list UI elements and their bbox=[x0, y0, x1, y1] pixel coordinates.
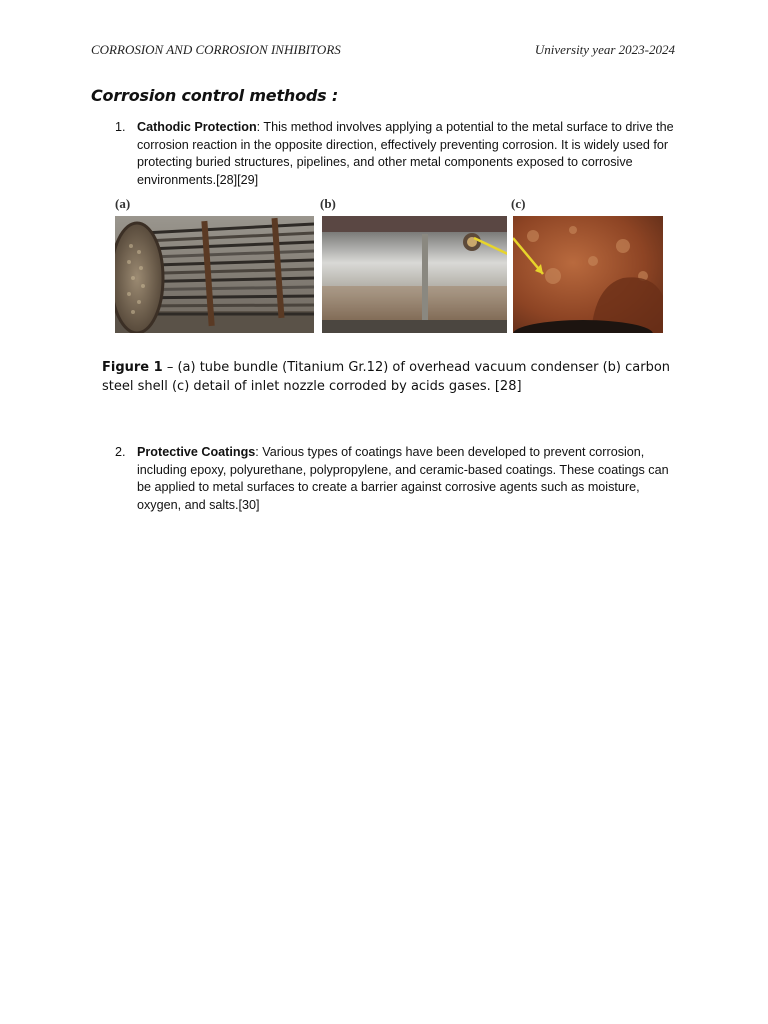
list-item-text: : This method involves applying a potential to the metal surface to drive the corrosion reaction in the opposite direction, effectively preventing corrosion. It is widely used for protecting buried structures, pipelines, and other metal components exposed to corrosive environments.[28][29] bbox=[137, 120, 674, 187]
section-title: Corrosion control methods : bbox=[91, 86, 339, 105]
list-item-body bbox=[137, 444, 675, 514]
list-item-protective-coatings bbox=[115, 444, 675, 514]
list-number: 2. bbox=[115, 445, 126, 459]
list-number: 1. bbox=[115, 120, 126, 134]
figure-caption bbox=[102, 358, 672, 396]
figure-panel-b bbox=[320, 196, 508, 336]
panel-label-c: (c) bbox=[511, 196, 526, 211]
list-item-term: Cathodic Protection bbox=[137, 120, 257, 134]
panel-label-b: (b) bbox=[320, 196, 336, 211]
figure-panel-c bbox=[511, 196, 665, 336]
figure-1 bbox=[113, 196, 665, 336]
list-item-text: : Various types of coatings have been developed to prevent corrosion, including epoxy, polyurethane, polypropylene, and ceramic-based coatings. These coatings can be applied to metal surfaces to create a barrier against corrosive agents such as moisture, oxygen, and salts.[30] bbox=[137, 445, 669, 512]
corroded-nozzle-photo bbox=[513, 216, 663, 333]
tube-bundle-photo bbox=[115, 216, 314, 333]
list-item-cathodic-protection bbox=[115, 119, 675, 189]
figure-caption-label: Figure 1 bbox=[102, 360, 163, 375]
list-item-body bbox=[137, 119, 675, 189]
list-item-term: Protective Coatings bbox=[137, 445, 256, 459]
header-course-title: CORROSION AND CORROSION INHIBITORS bbox=[91, 42, 341, 57]
carbon-steel-shell-photo bbox=[322, 216, 507, 333]
figure-caption-text: – (a) tube bundle (Titanium Gr.12) of overhead vacuum condenser (b) carbon steel shell (c) detail of inlet nozzle corroded by acids gases. [28] bbox=[102, 360, 671, 394]
header-university-year: University year 2023-2024 bbox=[534, 42, 675, 57]
figure-panel-a bbox=[113, 196, 315, 336]
panel-label-a: (a) bbox=[115, 196, 131, 211]
page-header bbox=[91, 42, 675, 58]
